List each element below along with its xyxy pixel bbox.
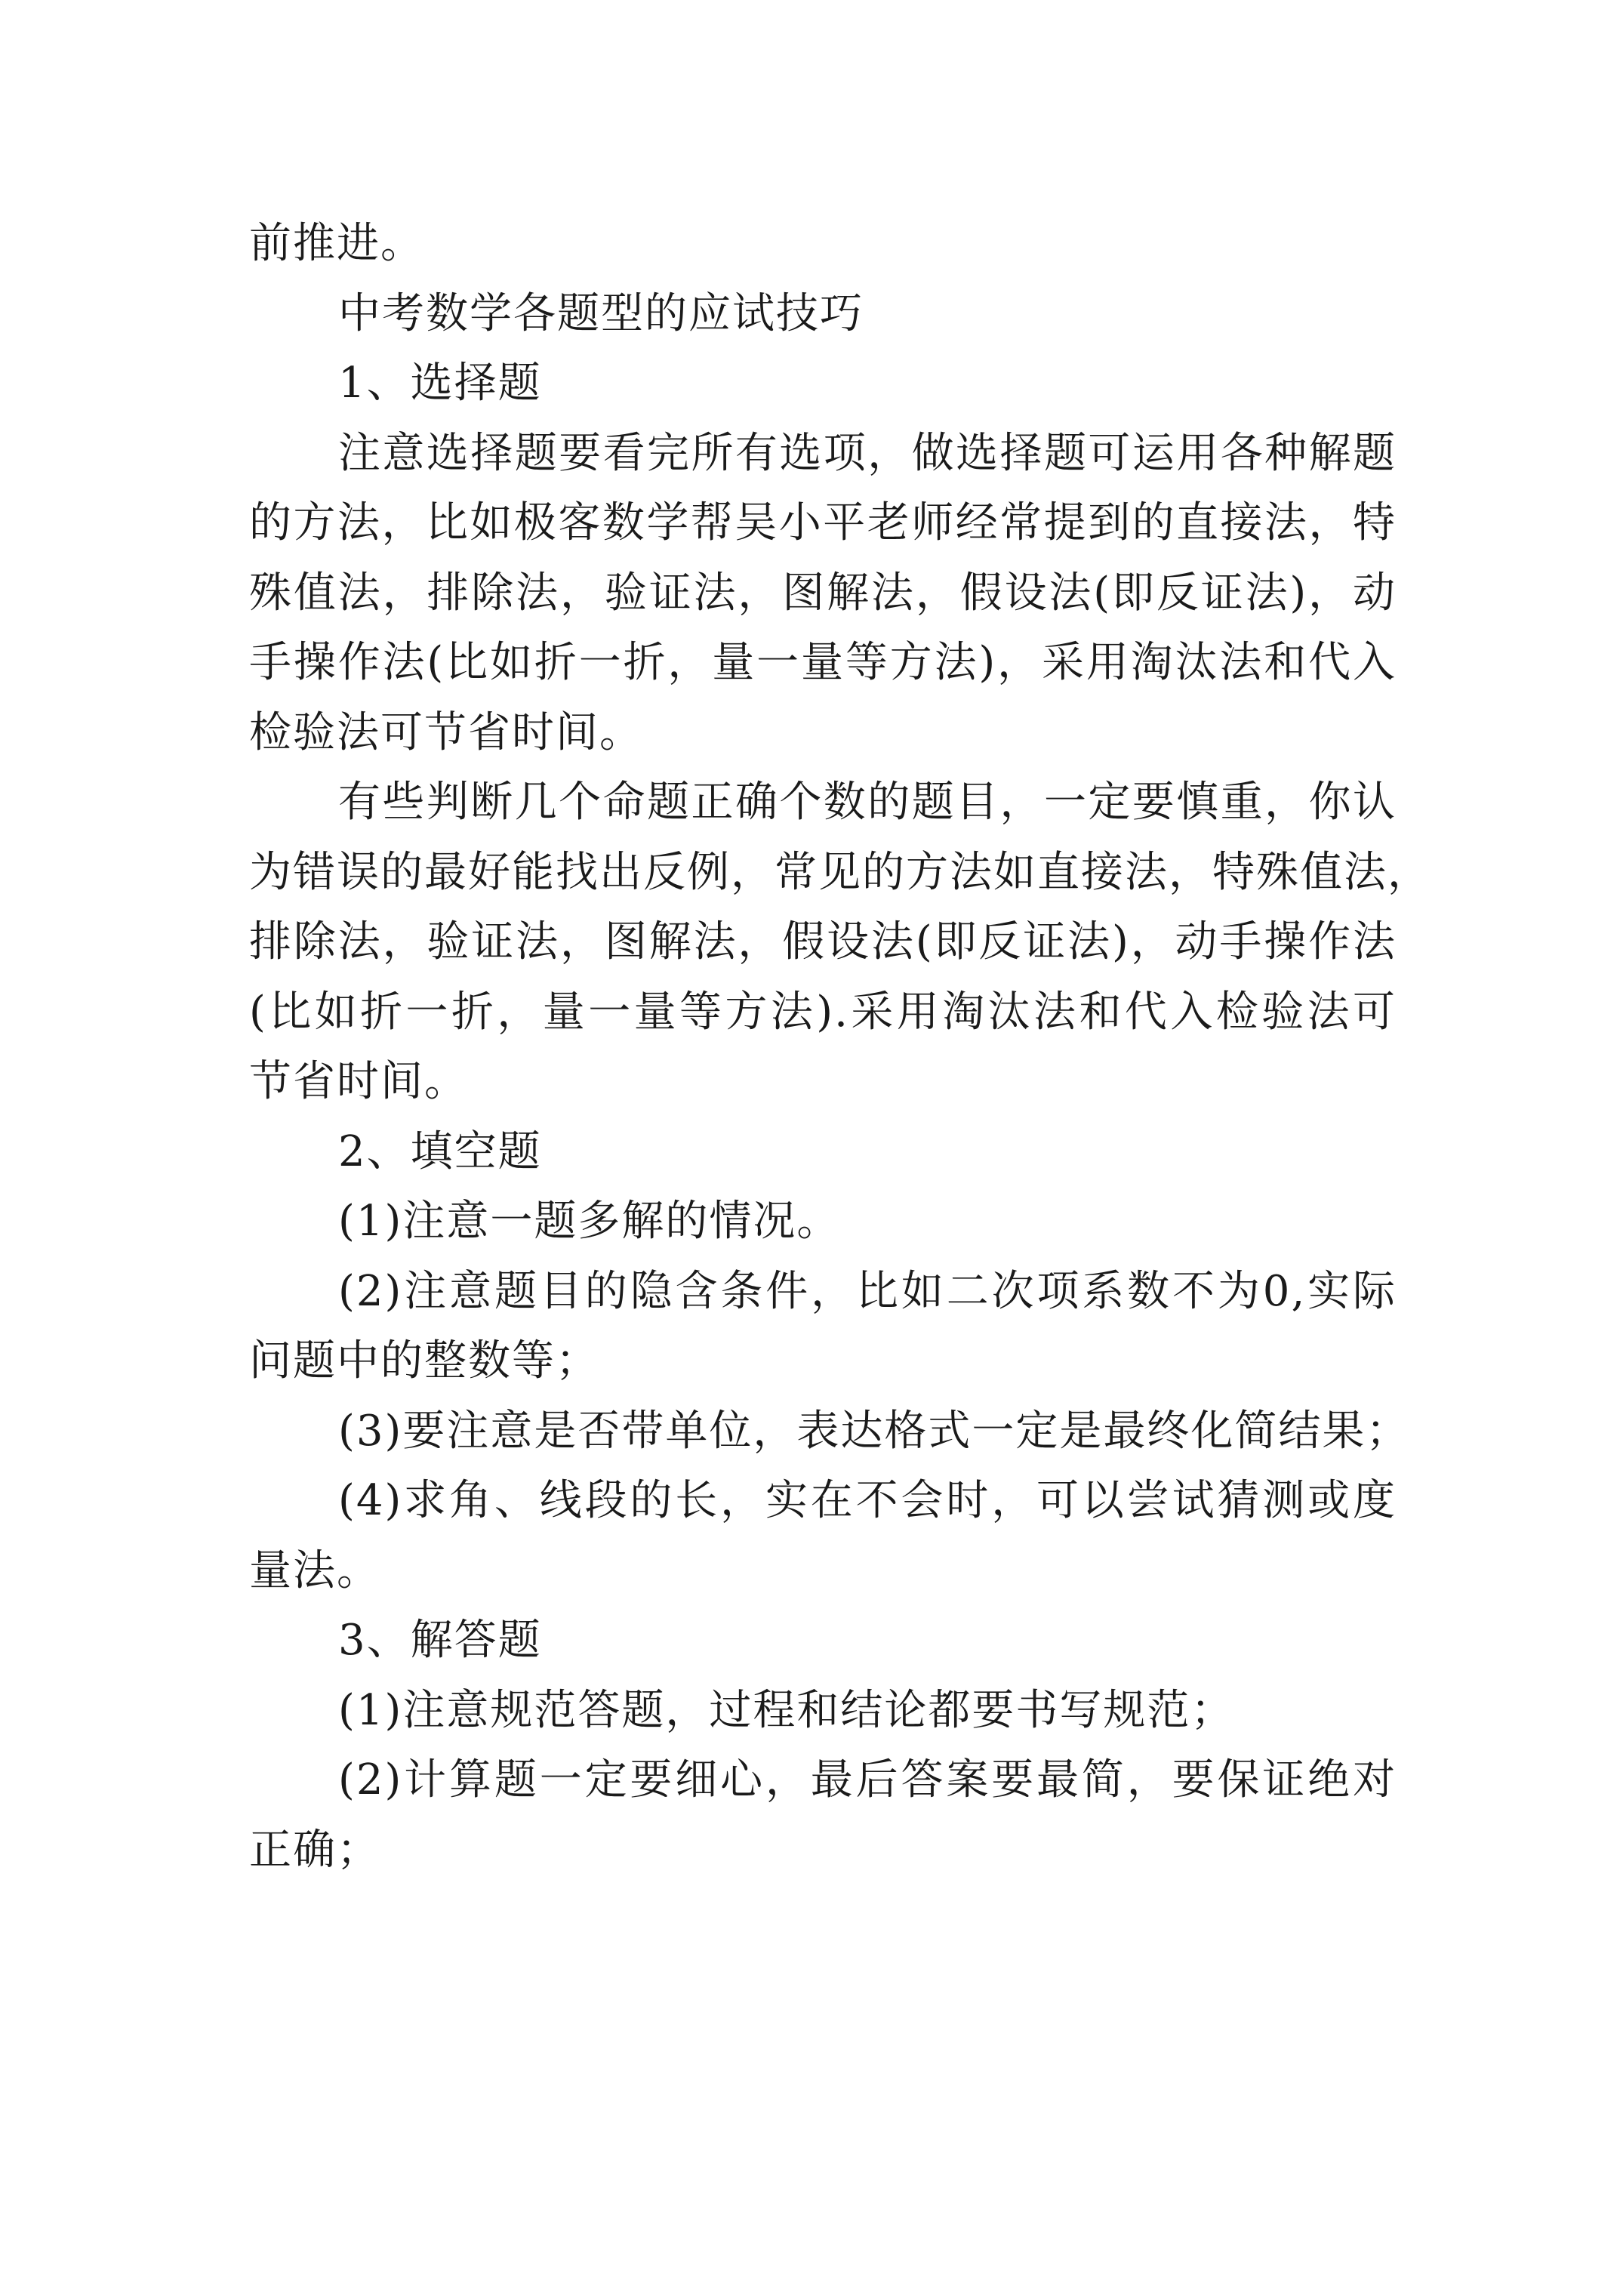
paragraph-line: 为错误的最好能找出反例，常见的方法如直接法，特殊值法， [249,847,1431,897]
body-text [249,209,1431,1885]
list-item-continuation: 正确； [249,1825,380,1875]
paragraph-line: (比如折一折，量一量等方法).采用淘汰法和代入检验法可 [249,987,1397,1037]
text-line: 前推进。 [249,219,424,268]
subheading-answer: 3、解答题 [338,1616,542,1665]
paragraph-line: 有些判断几个命题正确个数的题目，一定要慎重，你认 [338,778,1397,827]
paragraph-line: 检验法可节省时间。 [249,707,643,757]
list-item: (1)注意规范答题，过程和结论都要书写规范； [338,1685,1235,1735]
paragraph-line: 手操作法(比如折一折，量一量等方法)，采用淘汰法和代入 [249,638,1397,687]
subheading-choice: 1、选择题 [338,359,542,408]
list-item: (2)计算题一定要细心，最后答案要最简，要保证绝对 [338,1755,1397,1804]
subheading-fill: 2、填空题 [338,1126,542,1176]
list-item-continuation: 量法。 [249,1546,380,1595]
list-item: (4)求角、线段的长，实在不会时，可以尝试猜测或度 [338,1476,1397,1525]
paragraph-line: 排除法，验证法，图解法，假设法(即反证法)，动手操作法 [249,917,1397,966]
list-item: (3)要注意是否带单位，表达格式一定是最终化简结果； [338,1406,1410,1456]
paragraph-line: 注意选择题要看完所有选项，做选择题可运用各种解题 [338,428,1397,478]
paragraph-line: 殊值法，排除法，验证法，图解法，假设法(即反证法)，动 [249,568,1397,618]
section-heading: 中考数学各题型的应试技巧 [338,288,864,338]
list-item: (2)注意题目的隐含条件，比如二次项系数不为0,实际 [338,1266,1397,1316]
list-item: (1)注意一题多解的情况。 [338,1197,841,1246]
list-item-continuation: 问题中的整数等； [249,1336,599,1385]
paragraph-line: 节省时间。 [249,1057,468,1106]
paragraph-line: 的方法，比如极客数学帮吴小平老师经常提到的直接法，特 [249,498,1397,547]
